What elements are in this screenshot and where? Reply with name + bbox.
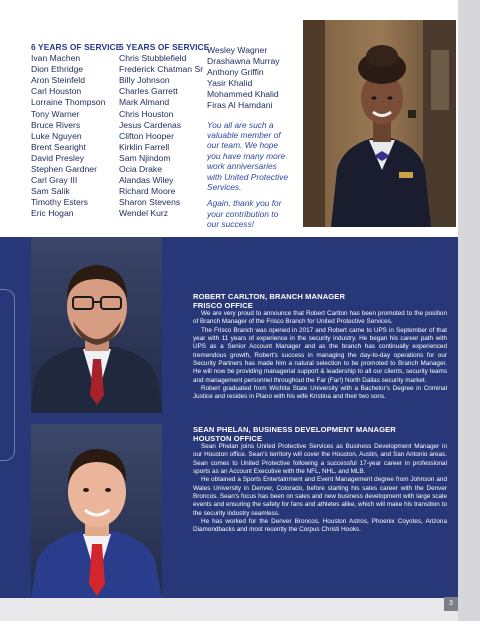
security-officer-photo	[303, 20, 456, 227]
thanks-message	[207, 120, 288, 230]
six-years-name: Luke Nguyen	[31, 130, 82, 141]
five-years-name: Frederick Chatman Sr	[119, 64, 204, 75]
six-years-name: Bruce Rivers	[31, 119, 81, 130]
more-name: Firas Al Hamdani	[207, 100, 273, 111]
five-years-name: Ocia Drake	[119, 164, 162, 175]
six-years-name: Eric Hogan	[31, 208, 74, 219]
six-years-name: Brent Searight	[31, 141, 86, 152]
page-number: 3	[444, 597, 458, 611]
more-name: Drashawna Murray	[207, 56, 280, 67]
six-years-name: Stephen Gardner	[31, 164, 97, 175]
six-years-column	[31, 42, 121, 220]
sean-phelan-article	[193, 425, 447, 535]
article-title: SEAN PHELAN, BUSINESS DEVELOPMENT MANAGER	[193, 425, 396, 434]
thanks-line: work anniversaries	[207, 161, 277, 172]
six-years-name: Timothy Esters	[31, 197, 88, 208]
thanks-line: our success!	[207, 219, 255, 230]
five-years-name: Wendel Kurz	[119, 208, 169, 219]
article-subtitle: FRISCO OFFICE	[193, 301, 253, 310]
five-years-heading: 5 YEARS OF SERVICE	[119, 42, 210, 52]
six-years-name: Carl Houston	[31, 86, 82, 97]
six-years-name: Dion Ethridge	[31, 64, 84, 75]
five-years-name: Alandas Wiley	[119, 175, 174, 186]
six-years-name: Ivan Machen	[31, 53, 81, 64]
announcements-section	[0, 237, 458, 598]
five-years-name: Chris Stubblefield	[119, 53, 187, 64]
more-name: Anthony Griffin	[207, 67, 264, 78]
five-years-name: Mark Almand	[119, 97, 170, 108]
more-name: Mohammed Khalid	[207, 89, 279, 100]
more-name: Wesley Wagner	[207, 45, 268, 55]
page-footer	[0, 598, 458, 621]
five-years-name: Richard Moore	[119, 186, 176, 197]
six-years-name: Carl Gray III	[31, 175, 78, 186]
thanks-line: Again, thank you for	[207, 198, 282, 209]
article-paragraph: Sean Phelan joins United Protective Services as Business Development Manager in our Houston office. Sean's territory will cover the Houston, Austin, and San Antonio areas. Sean comes to United Protective following a successful 17-year career in professional sports as an Account Executive with the NFL, NHL, and MLB.	[193, 443, 447, 476]
thanks-line: our team. We hope	[207, 140, 279, 151]
article-paragraph: We are very proud to announce that Robert Carlton has been promoted to the position of Branch Manager of the Frisco Branch for United Protective Services.	[193, 310, 447, 326]
more-names-column	[207, 45, 288, 230]
thanks-line: you have many more	[207, 150, 286, 161]
six-years-name: Tony Warner	[31, 108, 80, 119]
article-paragraph: Robert graduated from Wichita State University with a Bachelor's Degree in Criminal Justice and resides in Plano with his wife Kristina and their two sons.	[193, 385, 447, 401]
article-paragraph: The Frisco Branch was opened in 2017 and Robert came to UPS in September of that year with 11 years of experience in the security industry. He began his career path with UPS as a Senior Account Manager and as the branch has continually experienced tremendous growth, Robert's success in managing the day-to-day operations for our Security Partners has made him a natural selection to be promoted to Branch Manager. He will now be providing managerial support & leadership to all our clients, security teams and management personnel throughout the Far (Far!) North Dallas security market.	[193, 326, 447, 384]
six-years-name: Lorraine Thompson	[31, 97, 106, 108]
article-title: ROBERT CARLTON, BRANCH MANAGER	[193, 292, 346, 301]
thanks-line: You all are such a	[207, 119, 274, 130]
five-years-name: Jesus Cardenas	[119, 119, 182, 130]
article-subtitle: HOUSTON OFFICE	[193, 434, 263, 443]
thanks-line: with United Protective	[207, 171, 288, 182]
article-paragraph: He has worked for the Denver Broncos, Houston Astros, Phoenix Coyotes, Arizona Diamondbacks and most recently the Corpus Christi Hooks.	[193, 518, 447, 534]
robert-carlton-article	[193, 292, 447, 402]
page-edge	[458, 0, 480, 621]
thanks-line: valuable member of	[207, 129, 281, 140]
article-paragraph: He obtained a Sports Entertainment and Event Management degree from Johnson and Wales University in Denver, Colorado, before starting his sales career with the Denver Broncos. Sean's focus has been on sales and new business development with large scale events and ensuring the safety for fans and athletes alike, which will make his transition to the security industry seamless.	[193, 476, 447, 517]
five-years-name: Sharon Stevens	[119, 197, 181, 208]
sean-phelan-photo	[31, 424, 162, 598]
six-years-name: Aron Steinfeld	[31, 75, 85, 86]
five-years-column	[119, 42, 209, 220]
five-years-name: Sam Njindom	[119, 152, 171, 163]
six-years-heading: 6 YEARS OF SERVICE	[31, 42, 122, 52]
thanks-line: your contribution to	[207, 208, 279, 219]
six-years-name: David Presley	[31, 152, 85, 163]
five-years-name: Charles Garrett	[119, 86, 178, 97]
five-years-name: Chris Houston	[119, 108, 174, 119]
robert-carlton-photo	[31, 237, 162, 413]
six-years-name: Sam Salik	[31, 186, 70, 197]
five-years-name: Kirklin Farrell	[119, 141, 170, 152]
more-name: Yasir Khalid	[207, 78, 253, 89]
five-years-name: Billy Johnson	[119, 75, 170, 86]
five-years-name: Clifton Hooper	[119, 130, 174, 141]
thanks-line: Services.	[207, 182, 242, 192]
